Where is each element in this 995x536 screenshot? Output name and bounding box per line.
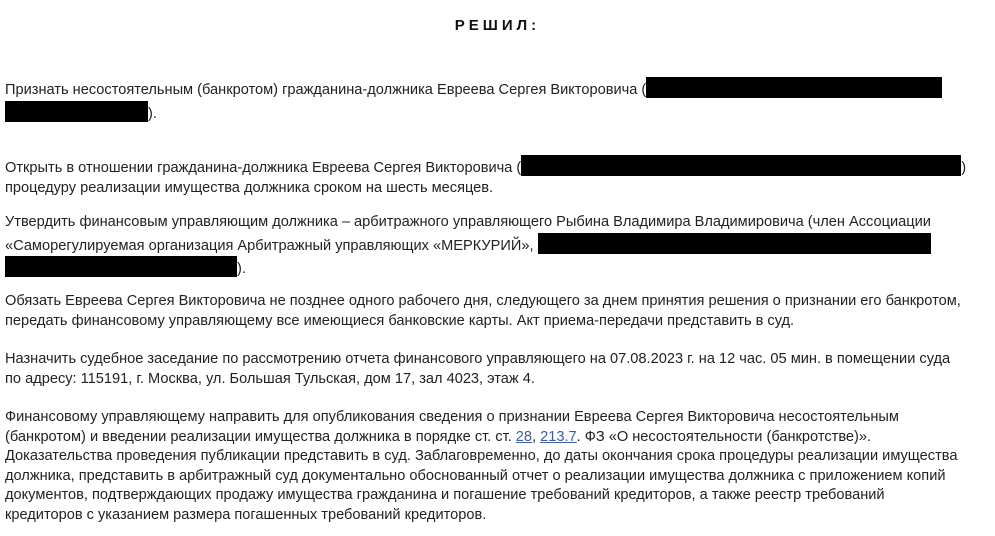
paragraph-text: Утвердить финансовым управляющим должника – арбитражного управляющего Рыбина Владимира Владимировича (член Ассоциации	[5, 214, 931, 230]
paragraph-text: кредиторов с указанием размера погашенных требований кредиторов.	[5, 506, 487, 523]
paragraph-text: Обязать Евреева Сергея Викторовича не позднее одного рабочего дня, следующего за днем принятия решения о признании его банкротом,	[5, 293, 961, 309]
paragraph-line	[5, 292, 993, 312]
paragraph-line	[5, 213, 993, 233]
paragraph-text: Признать несостоятельным (банкротом) гражданина-должника Евреева Сергея Викторовича (	[5, 82, 647, 98]
law-article-link-213-7[interactable]: 213.7	[540, 428, 577, 445]
paragraph-text: . ФЗ «О несостоятельности (банкротстве)».	[576, 428, 872, 445]
paragraph-line	[5, 350, 993, 370]
redaction-block	[538, 233, 931, 254]
paragraph-text: передать финансовому управляющему все имеющиеся банковские карты. Акт приема-передачи представить в суд.	[5, 312, 795, 329]
paragraph-bank-cards	[5, 292, 993, 331]
paragraph-appoint-manager	[5, 213, 993, 280]
paragraph-text: по адресу: 115191, г. Москва, ул. Большая Тульская, дом 17, зал 4023, этаж 4.	[5, 370, 535, 387]
paragraph-text: «Саморегулируемая организация Арбитражный управляющих «МЕРКУРИЙ»,	[5, 237, 538, 254]
paragraph-line	[5, 256, 993, 280]
paragraph-line	[5, 467, 993, 487]
paragraph-text: процедуру реализации имущества должника сроком на шесть месяцев.	[5, 179, 494, 196]
paragraph-line	[5, 179, 993, 199]
redaction-block	[646, 77, 942, 98]
redaction-block	[5, 101, 148, 122]
law-article-link-28[interactable]: 28	[515, 428, 532, 445]
paragraph-text: (банкротом) и введении реализации имущества должника в порядке ст. ст.	[5, 428, 516, 445]
paragraph-line	[5, 447, 993, 467]
paragraph-text: Доказательства проведения публикации представить в суд. Заблаговременно, до даты окончания срока процедуры реализации имущества	[5, 448, 958, 465]
paragraph-open-procedure	[5, 155, 993, 198]
link-separator: ,	[532, 428, 541, 445]
paragraph-line	[5, 155, 993, 179]
paragraph-text: документов, подтверждающих продажу имущества гражданина и погашение требований кредиторов, а также реестр требований	[5, 487, 885, 504]
paragraph-text: Финансовому управляющему направить для опубликования сведения о признании Евреева Сергея Викторовича несостоятельным	[5, 409, 899, 425]
paragraph-text: )	[961, 160, 967, 176]
paragraph-publication	[5, 408, 993, 526]
paragraph-text: ).	[237, 261, 246, 278]
paragraph-line	[5, 233, 993, 257]
paragraph-line	[5, 312, 993, 332]
paragraph-line	[5, 506, 993, 526]
paragraph-line	[5, 77, 993, 101]
paragraph-text: Назначить судебное заседание по рассмотрению отчета финансового управляющего на 07.08.2023 г. на 12 час. 05 мин. в помещении суда	[5, 351, 951, 367]
paragraph-line	[5, 486, 993, 506]
redaction-block	[5, 256, 237, 277]
decision-heading: РЕШИЛ:	[454, 17, 541, 34]
paragraph-line	[5, 408, 993, 428]
redaction-block	[521, 155, 961, 176]
paragraph-text: ).	[148, 105, 157, 122]
paragraph-court-hearing	[5, 350, 993, 389]
paragraph-line	[5, 370, 993, 390]
paragraph-text: Открыть в отношении гражданина-должника Евреева Сергея Викторовича (	[5, 160, 522, 176]
paragraph-text: должника, представить в арбитражный суд документально обоснованный отчет о реализации имущества должника с приложением копий	[5, 467, 946, 484]
paragraph-line	[5, 101, 993, 125]
paragraph-line	[5, 428, 993, 448]
paragraph-declare-bankrupt	[5, 77, 993, 124]
